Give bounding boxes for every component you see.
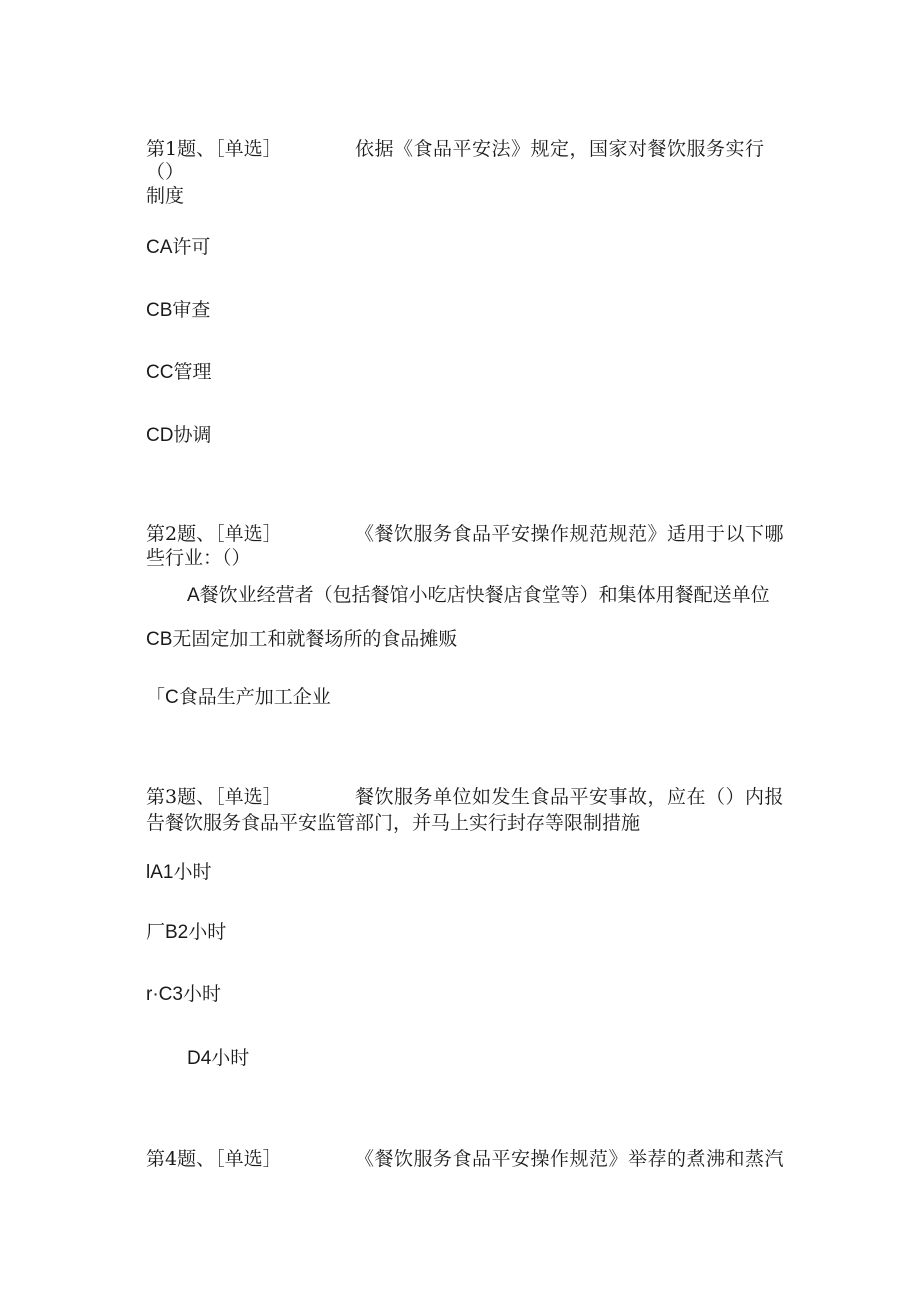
question-1-option-c-text: CC管理 [146,362,212,383]
question-2-label: 第2题、［单选］ [146,523,282,545]
question-3-option-d[interactable] [187,1046,249,1071]
question-3-stem-line-1: 餐饮服务单位如发生食品平安事故，应在（）内报 [355,786,785,808]
question-1-stem-line-1: 依据《食品平安法》规定，国家对餐饮服务实行 [355,138,765,160]
question-4-label: 第4题、［单选］ [146,1148,282,1170]
question-1-option-d-text: CD协调 [146,425,212,446]
question-1-option-b-text: CB审查 [146,300,211,321]
question-2-option-a[interactable] [187,583,770,608]
question-4-stem-line-1: 《餐饮服务食品平安操作规范》举荐的煮沸和蒸汽 [355,1148,785,1170]
question-3-option-b[interactable] [146,920,226,945]
question-2-stem-line-1: 《餐饮服务食品平安操作规范规范》适用于以下哪 [355,523,785,545]
question-1-stem-line-2: （） [146,161,185,183]
question-2-option-b[interactable] [146,627,457,652]
question-3-option-a-text: lA1小时 [146,862,212,883]
question-3-option-c[interactable] [146,982,221,1007]
question-1-option-d[interactable] [146,423,211,448]
question-2-option-c-text: 「C食品生产加工企业 [146,687,331,708]
question-3-option-c-text: r·C3小时 [146,984,221,1005]
question-1-stem-line-3: 制度 [146,185,185,207]
question-1-option-b[interactable] [146,298,210,323]
question-2-stem-line-2: 些行业：（） [146,547,251,569]
question-3-label: 第3题、［单选］ [146,786,282,808]
question-1-option-c[interactable] [146,360,211,385]
question-3-option-d-text: D4小时 [187,1048,250,1069]
question-1-option-a-text: CA许可 [146,237,211,258]
question-1-label: 第1题、［单选］ [146,138,282,160]
question-2-option-a-text: A餐饮业经营者（包括餐馆小吃店快餐店食堂等）和集体用餐配送单位 [187,585,770,606]
question-3-stem-line-2: 告餐饮服务食品平安监管部门，并马上实行封存等限制措施 [146,812,641,834]
question-3-option-b-text: 厂B2小时 [146,922,227,943]
question-2-option-c[interactable] [146,685,331,710]
question-2-option-b-text: CB无固定加工和就餐场所的食品摊贩 [146,629,458,650]
question-1-option-a[interactable] [146,235,210,260]
question-3-option-a[interactable] [146,860,211,885]
